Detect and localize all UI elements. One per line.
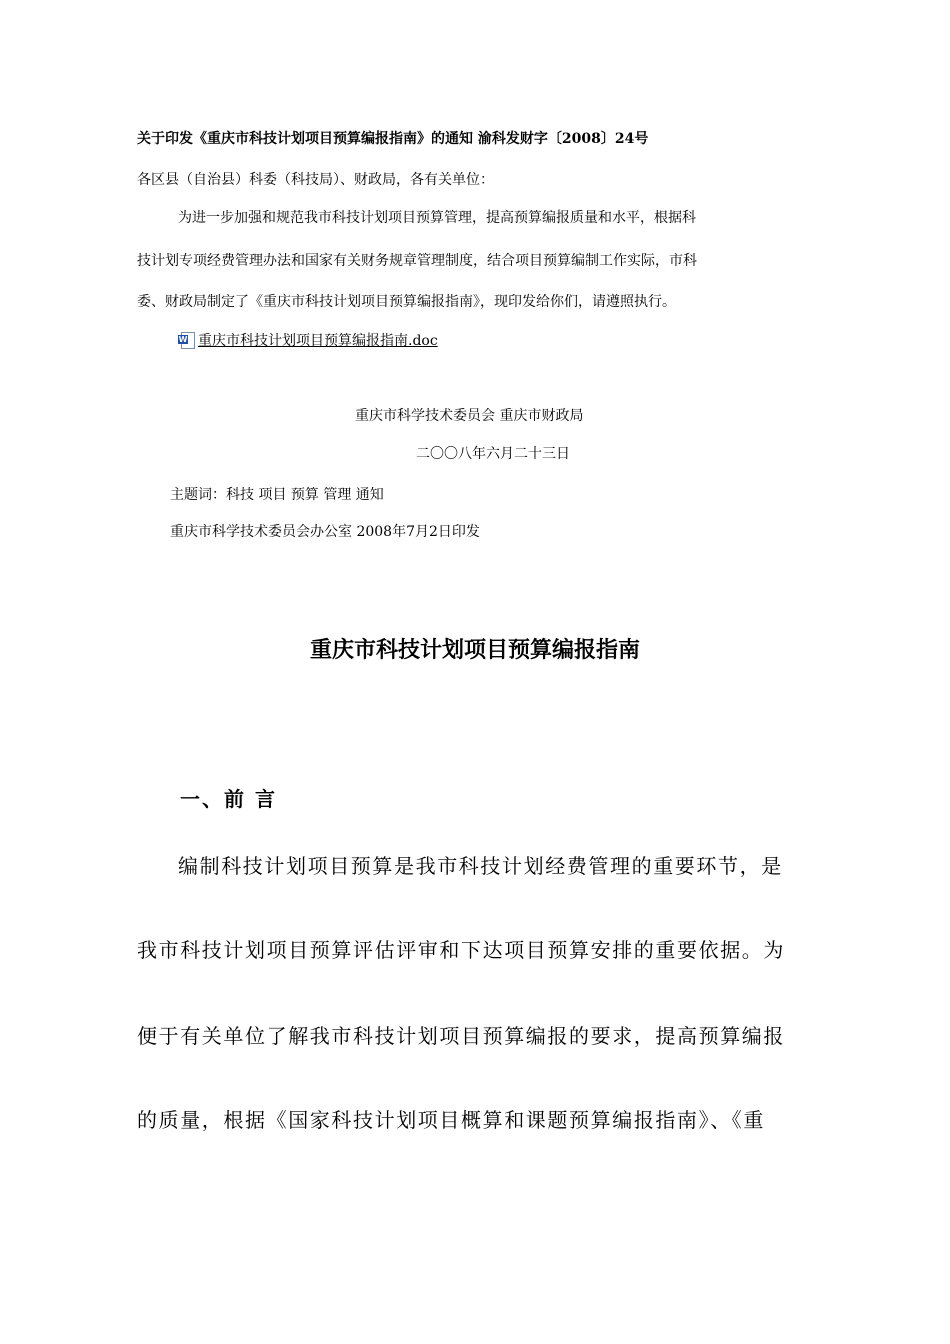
printed-by: 重庆市科学技术委员会办公室 2008年7月2日印发 — [170, 524, 480, 540]
guide-body-line: 的质量，根据《国家科技计划项目概算和课题预算编报指南》、《重 — [137, 1108, 765, 1132]
guide-body-line: 我市科技计划项目预算评估评审和下达项目预算安排的重要依据。为 — [137, 938, 785, 962]
guide-body-line: 编制科技计划项目预算是我市科技计划经费管理的重要环节，是 — [178, 854, 783, 878]
guide-body-line: 便于有关单位了解我市科技计划项目预算编报的要求，提高预算编报 — [137, 1024, 785, 1048]
notice-title: 关于印发《重庆市科技计划项目预算编报指南》的通知 渝科发财字〔2008〕24号 — [137, 131, 649, 147]
notice-body-line: 委、财政局制定了《重庆市科技计划项目预算编报指南》，现印发给你们，请遵照执行。 — [137, 294, 676, 310]
issue-date: 二〇〇八年六月二十三日 — [416, 446, 570, 462]
section-heading: 一、前 言 — [180, 787, 277, 811]
attachment-link[interactable] — [178, 330, 438, 350]
attachment-filename[interactable]: 重庆市科技计划项目预算编报指南.doc — [198, 333, 438, 349]
guide-title: 重庆市科技计划项目预算编报指南 — [309, 637, 640, 663]
notice-body-line: 技计划专项经费管理办法和国家有关财务规章管理制度，结合项目预算编制工作实际，市科 — [137, 253, 697, 269]
salutation: 各区县（自治县）科委（科技局）、财政局，各有关单位： — [137, 172, 494, 188]
notice-body-line: 为进一步加强和规范我市科技计划项目预算管理，提高预算编报质量和水平，根据科 — [178, 210, 696, 226]
issuing-authorities: 重庆市科学技术委员会 重庆市财政局 — [355, 408, 584, 424]
subject-keywords: 主题词：科技 项目 预算 管理 通知 — [170, 487, 384, 503]
word-document-icon: W — [178, 332, 194, 348]
